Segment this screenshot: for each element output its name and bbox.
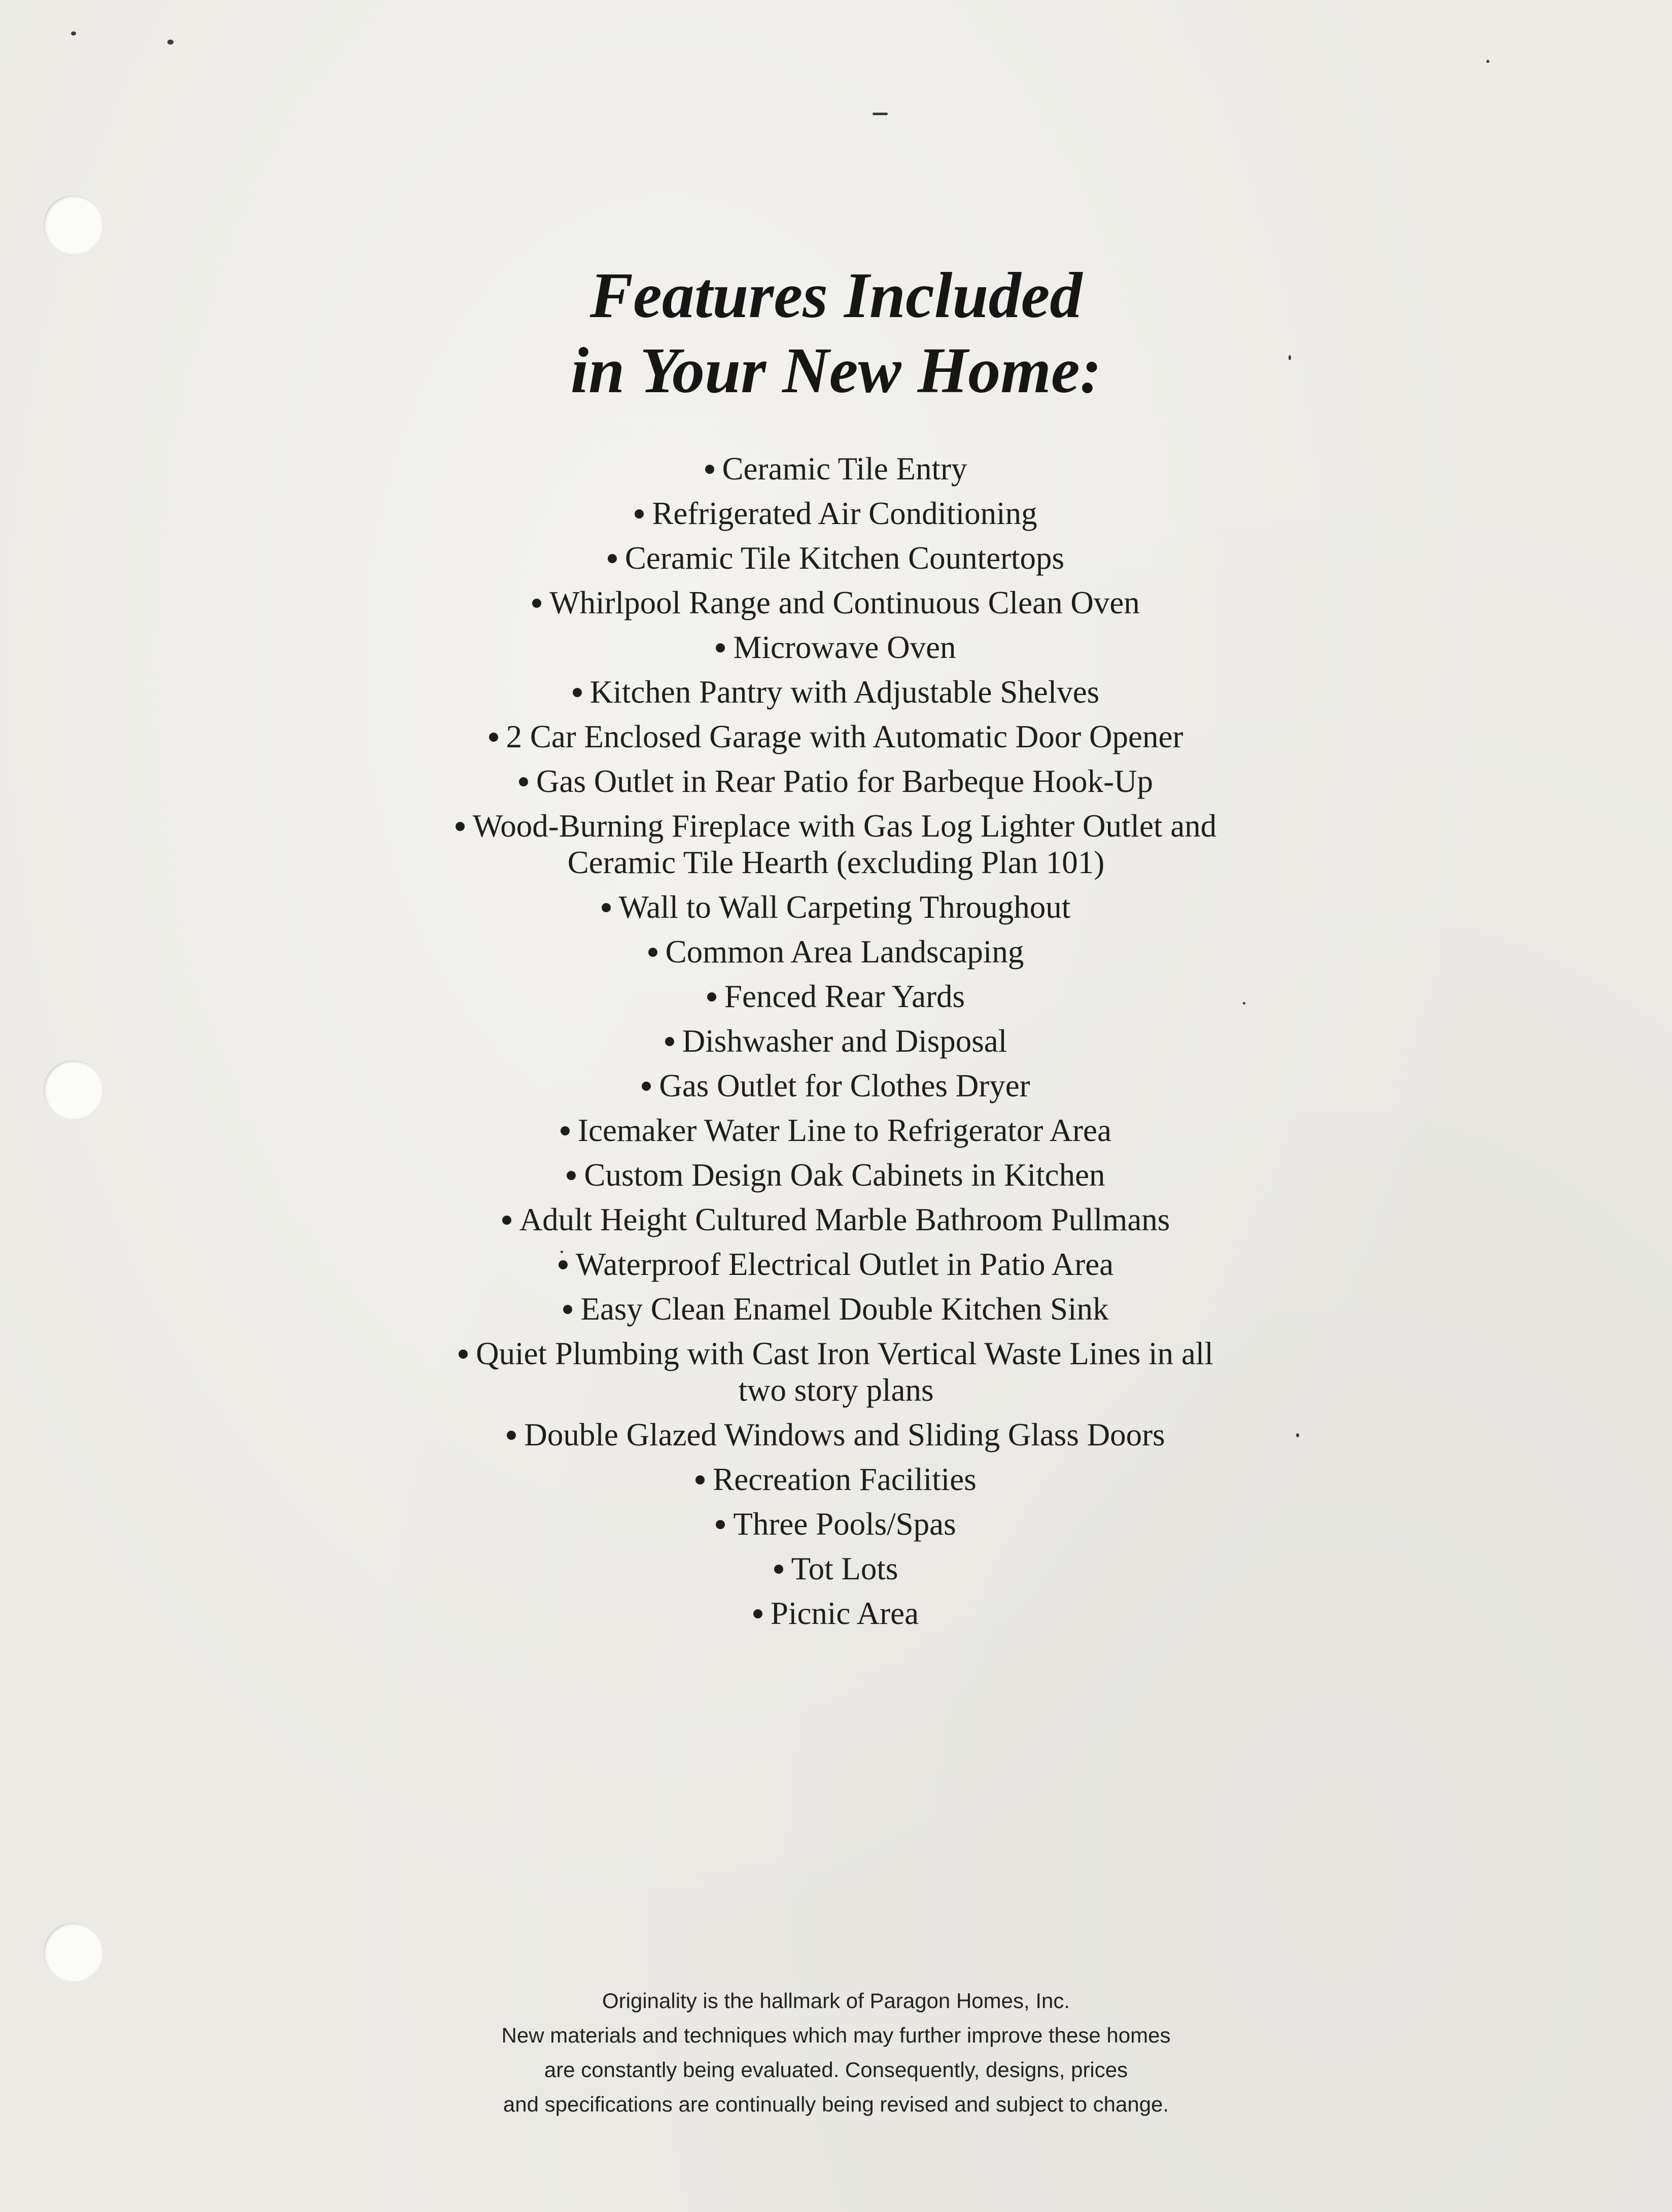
disclaimer-line-2: New materials and techniques which may further improve these homes <box>501 2023 1171 2047</box>
bullet-icon <box>665 1037 674 1046</box>
feature-text: 2 Car Enclosed Garage with Automatic Door Opener <box>506 719 1183 754</box>
feature-item <box>0 674 1672 710</box>
feature-text: Wood-Burning Fireplace with Gas Log Lighter Outlet and <box>472 808 1217 844</box>
bullet-icon <box>635 509 644 519</box>
feature-line <box>0 1550 1672 1587</box>
bullet-icon <box>507 1431 516 1440</box>
feature-line <box>0 1291 1672 1327</box>
feature-item <box>0 1112 1672 1149</box>
feature-item <box>0 978 1672 1015</box>
bullet-icon <box>532 599 541 608</box>
feature-line <box>0 844 1672 881</box>
bullet-icon <box>695 1475 705 1484</box>
page-title <box>0 258 1672 408</box>
feature-text: Microwave Oven <box>733 630 956 665</box>
feature-text: Whirlpool Range and Continuous Clean Oven <box>549 585 1140 620</box>
feature-line <box>0 1023 1672 1059</box>
feature-line <box>0 1112 1672 1149</box>
bullet-icon <box>489 733 498 742</box>
feature-text: Easy Clean Enamel Double Kitchen Sink <box>580 1291 1109 1327</box>
bullet-icon <box>563 1305 572 1314</box>
paper-speck <box>167 40 173 45</box>
disclaimer <box>0 1984 1672 2122</box>
feature-line <box>0 1246 1672 1283</box>
feature-text: Adult Height Cultured Marble Bathroom Pullmans <box>519 1202 1170 1237</box>
feature-item <box>0 1246 1672 1283</box>
feature-item <box>0 1157 1672 1193</box>
feature-text: Double Glazed Windows and Sliding Glass Doors <box>524 1417 1165 1453</box>
bullet-icon <box>648 948 657 957</box>
bullet-icon <box>502 1216 511 1225</box>
feature-item <box>0 1595 1672 1632</box>
feature-item <box>0 1461 1672 1498</box>
feature-line <box>0 451 1672 487</box>
feature-line <box>0 674 1672 710</box>
feature-item <box>0 1550 1672 1587</box>
feature-line <box>0 889 1672 925</box>
bullet-icon <box>459 1350 468 1359</box>
disclaimer-line-3: are constantly being evaluated. Consequently, designs, prices <box>544 2058 1128 2082</box>
feature-text: Ceramic Tile Entry <box>722 451 967 487</box>
features-list <box>0 451 1672 1640</box>
feature-line <box>0 1335 1672 1372</box>
feature-text: Refrigerated Air Conditioning <box>652 496 1037 531</box>
bullet-icon <box>774 1565 783 1574</box>
feature-line <box>0 1372 1672 1408</box>
feature-text: Ceramic Tile Hearth (excluding Plan 101) <box>567 845 1105 880</box>
paper-speck <box>71 31 76 36</box>
feature-text: Picnic Area <box>770 1596 919 1631</box>
bullet-icon <box>608 554 617 563</box>
feature-line <box>0 584 1672 621</box>
feature-line <box>0 629 1672 666</box>
feature-item <box>0 584 1672 621</box>
feature-item <box>0 629 1672 666</box>
feature-text: Gas Outlet in Rear Patio for Barbeque Hook-Up <box>536 764 1153 799</box>
feature-item <box>0 718 1672 755</box>
bullet-icon <box>519 777 528 786</box>
binder-hole-top <box>44 195 102 254</box>
feature-item <box>0 1067 1672 1104</box>
feature-item <box>0 1291 1672 1327</box>
feature-line <box>0 540 1672 576</box>
disclaimer-line-1: Originality is the hallmark of Paragon Homes, Inc. <box>602 1989 1070 2013</box>
bullet-icon <box>705 465 714 474</box>
feature-line <box>0 718 1672 755</box>
feature-item <box>0 1416 1672 1453</box>
title-line-2: in Your New Home: <box>570 334 1102 406</box>
feature-line <box>0 495 1672 532</box>
feature-text: Common Area Landscaping <box>665 934 1024 970</box>
bullet-icon <box>716 1520 725 1529</box>
feature-item <box>0 889 1672 925</box>
feature-item <box>0 495 1672 532</box>
bullet-icon <box>602 903 611 912</box>
feature-item <box>0 540 1672 576</box>
feature-text: two story plans <box>738 1372 934 1408</box>
disclaimer-line-4: and specifications are continually being revised and subject to change. <box>503 2092 1169 2116</box>
feature-line <box>0 1506 1672 1542</box>
feature-text: Kitchen Pantry with Adjustable Shelves <box>589 674 1100 710</box>
paper-speck <box>873 113 888 115</box>
bullet-icon <box>753 1609 762 1618</box>
feature-line <box>0 1067 1672 1104</box>
feature-line <box>0 1595 1672 1632</box>
feature-line <box>0 1461 1672 1498</box>
feature-text: Icemaker Water Line to Refrigerator Area <box>578 1113 1111 1148</box>
feature-text: Recreation Facilities <box>713 1462 977 1497</box>
feature-text: Gas Outlet for Clothes Dryer <box>659 1068 1030 1103</box>
feature-item <box>0 1335 1672 1408</box>
bullet-icon <box>642 1082 651 1091</box>
feature-text: Tot Lots <box>791 1551 898 1586</box>
feature-line <box>0 1201 1672 1238</box>
feature-item <box>0 1023 1672 1059</box>
feature-line <box>0 1416 1672 1453</box>
feature-text: Quiet Plumbing with Cast Iron Vertical Waste Lines in all <box>476 1336 1213 1371</box>
feature-item <box>0 763 1672 800</box>
feature-text: Ceramic Tile Kitchen Countertops <box>624 540 1065 576</box>
feature-item <box>0 1201 1672 1238</box>
bullet-icon <box>559 1260 568 1269</box>
feature-item <box>0 934 1672 970</box>
feature-line <box>0 808 1672 844</box>
feature-text: Waterproof Electrical Outlet in Patio Area <box>575 1247 1114 1282</box>
feature-text: Three Pools/Spas <box>733 1506 956 1542</box>
feature-text: Fenced Rear Yards <box>724 979 965 1014</box>
bullet-icon <box>561 1126 570 1135</box>
feature-item <box>0 808 1672 881</box>
feature-line <box>0 1157 1672 1193</box>
feature-item <box>0 451 1672 487</box>
feature-line <box>0 934 1672 970</box>
feature-text: Custom Design Oak Cabinets in Kitchen <box>584 1157 1105 1193</box>
feature-item <box>0 1506 1672 1542</box>
bullet-icon <box>567 1171 576 1180</box>
bullet-icon <box>716 643 725 652</box>
feature-text: Wall to Wall Carpeting Throughout <box>618 889 1071 925</box>
bullet-icon <box>707 992 716 1001</box>
title-line-1: Features Included <box>589 259 1083 331</box>
bullet-icon <box>573 688 582 697</box>
paper-speck <box>1486 60 1489 63</box>
bullet-icon <box>456 822 465 831</box>
binder-hole-bottom <box>44 1923 102 1982</box>
feature-line <box>0 978 1672 1015</box>
feature-line <box>0 763 1672 800</box>
feature-text: Dishwasher and Disposal <box>682 1023 1007 1059</box>
